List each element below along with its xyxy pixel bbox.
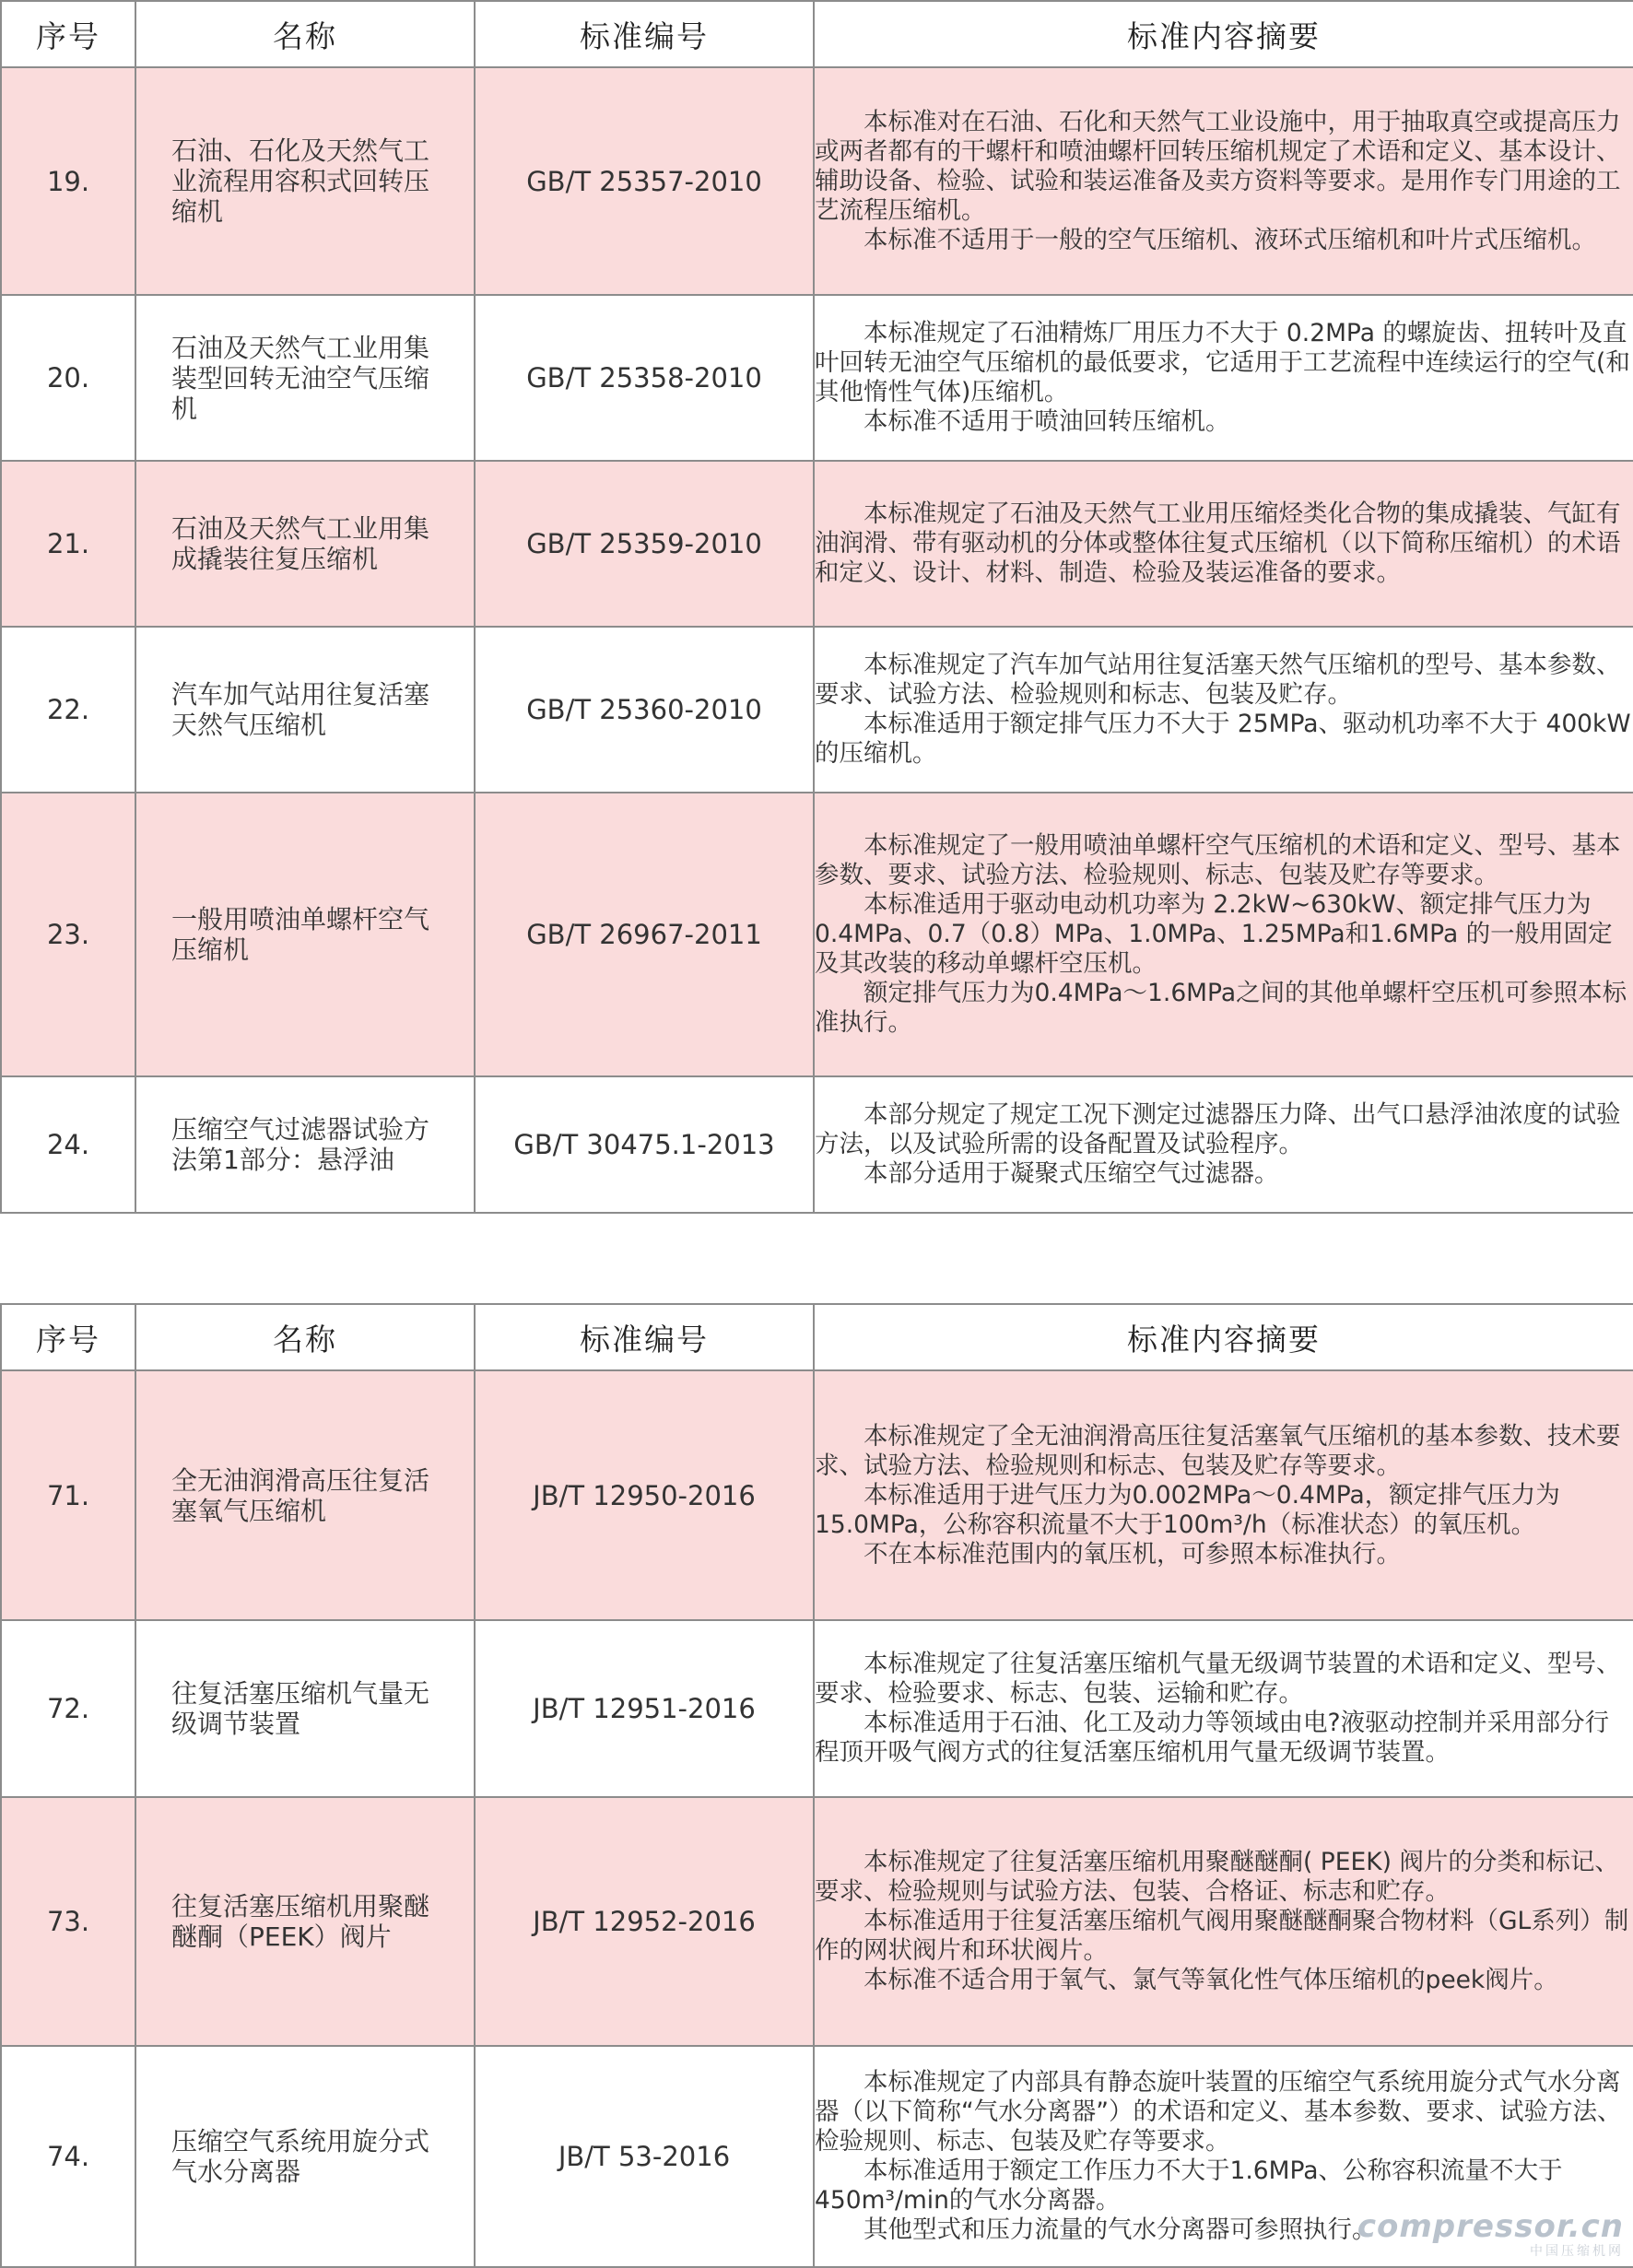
table-row xyxy=(1,793,1633,1076)
row-desc xyxy=(814,295,1633,461)
row-code: GB/T 25360-2010 xyxy=(475,627,814,793)
row-name xyxy=(135,295,475,461)
row-desc xyxy=(814,1797,1633,2046)
row-desc xyxy=(814,1620,1633,1797)
table-row xyxy=(1,627,1633,793)
desc-paragraph: 本标准不适合用于氧气、氯气等氧化性气体压缩机的peek阀片。 xyxy=(863,1966,1558,1994)
header-name: 名称 xyxy=(135,1304,475,1370)
table-row xyxy=(1,1797,1633,2046)
row-no: 73. xyxy=(1,1797,135,2046)
row-name xyxy=(135,1370,475,1620)
row-name xyxy=(135,67,475,295)
desc-paragraph: 本标准规定了一般用喷油单螺杆空气压缩机的术语和定义、型号、基本参数、要求、试验方法、检验规则、标志、包装及贮存等要求。 xyxy=(815,831,1621,889)
header-no: 序号 xyxy=(1,1304,135,1370)
desc-paragraph: 本标准规定了石油及天然气工业用压缩烃类化合物的集成撬装、气缸有油润滑、带有驱动机的分体或整体往复式压缩机（以下简称压缩机）的术语和定义、设计、材料、制造、检验及装运准备的要求。 xyxy=(815,499,1621,587)
desc-paragraph: 本部分规定了规定工况下测定过滤器压力降、出气口悬浮油浓度的试验方法，以及试验所需的设备配置及试验程序。 xyxy=(815,1100,1621,1158)
row-name xyxy=(135,793,475,1076)
row-name-text: 往复活塞压缩机气量无级调节装置 xyxy=(171,1678,430,1739)
row-code: GB/T 30475.1-2013 xyxy=(475,1076,814,1213)
table-row xyxy=(1,1076,1633,1213)
row-name-text: 石油、石化及天然气工业流程用容积式回转压缩机 xyxy=(171,135,430,227)
row-name-text: 压缩空气过滤器试验方法第1部分：悬浮油 xyxy=(171,1114,430,1175)
desc-paragraph: 本标准规定了往复活塞压缩机用聚醚醚酮( PEEK) 阀片的分类和标记、要求、检验规则与试验方法、包装、合格证、标志和贮存。 xyxy=(815,1848,1619,1906)
table-header-row xyxy=(1,1,1633,67)
desc-paragraph: 本标准适用于驱动电动机功率为 2.2kW~630kW、额定排气压力为0.4MPa、0.7（0.8）MPa、1.0MPa、1.25MPa和1.6MPa 的一般用固定及其改装的移动单螺杆空压机。 xyxy=(815,890,1613,978)
row-code: JB/T 12951-2016 xyxy=(475,1620,814,1797)
row-code: GB/T 25358-2010 xyxy=(475,295,814,461)
desc-paragraph: 本标准规定了往复活塞压缩机气量无级调节装置的术语和定义、型号、要求、检验要求、标志、包装、运输和贮存。 xyxy=(815,1650,1621,1708)
row-no: 20. xyxy=(1,295,135,461)
standards-table-2 xyxy=(0,1303,1633,2268)
row-name xyxy=(135,1620,475,1797)
row-no: 22. xyxy=(1,627,135,793)
desc-paragraph: 其他型式和压力流量的气水分离器可参照执行。 xyxy=(863,2215,1377,2244)
row-name-text: 压缩空气系统用旋分式气水分离器 xyxy=(171,2126,430,2187)
row-no: 72. xyxy=(1,1620,135,1797)
row-name-text: 石油及天然气工业用集装型回转无油空气压缩机 xyxy=(171,332,430,424)
header-no: 序号 xyxy=(1,1,135,67)
desc-paragraph: 本标准适用于额定工作压力不大于1.6MPa、公称容积流量不大于450m³/min的气水分离器。 xyxy=(815,2156,1563,2215)
row-code: JB/T 53-2016 xyxy=(475,2046,814,2267)
desc-paragraph: 本标准不适用于一般的空气压缩机、液环式压缩机和叶片式压缩机。 xyxy=(863,225,1596,254)
row-desc xyxy=(814,1370,1633,1620)
header-code: 标准编号 xyxy=(475,1,814,67)
watermark-sub-text: 中国压缩机网 xyxy=(1530,2244,1624,2259)
desc-paragraph: 本标准适用于往复活塞压缩机气阀用聚醚醚酮聚合物材料（GL系列）制作的网状阀片和环状阀片。 xyxy=(815,1907,1629,1965)
desc-paragraph: 额定排气压力为0.4MPa～1.6MPa之间的其他单螺杆空压机可参照本标准执行。 xyxy=(815,979,1627,1037)
table-row xyxy=(1,1620,1633,1797)
row-name-text: 石油及天然气工业用集成撬装往复压缩机 xyxy=(171,513,430,574)
row-code: GB/T 26967-2011 xyxy=(475,793,814,1076)
row-desc xyxy=(814,627,1633,793)
row-name-text: 全无油润滑高压往复活塞氧气压缩机 xyxy=(171,1464,430,1526)
header-code: 标准编号 xyxy=(475,1304,814,1370)
row-name-text: 往复活塞压缩机用聚醚醚酮（PEEK）阀片 xyxy=(171,1891,430,1952)
row-code: JB/T 12952-2016 xyxy=(475,1797,814,2046)
header-name: 名称 xyxy=(135,1,475,67)
row-no: 71. xyxy=(1,1370,135,1620)
table-row xyxy=(1,1370,1633,1620)
desc-paragraph: 本标准规定了内部具有静态旋叶装置的压缩空气系统用旋分式气水分离器（以下简称“气水分离器”）的术语和定义、基本参数、要求、试验方法、检验规则、标志、包装及贮存等要求。 xyxy=(815,2068,1622,2156)
row-name xyxy=(135,1797,475,2046)
row-no: 23. xyxy=(1,793,135,1076)
row-name xyxy=(135,2046,475,2267)
desc-paragraph: 本标准不适用于喷油回转压缩机。 xyxy=(863,407,1230,436)
desc-paragraph: 不在本标准范围内的氧压机，可参照本标准执行。 xyxy=(863,1539,1401,1569)
desc-paragraph: 本标准规定了石油精炼厂用压力不大于 0.2MPa 的螺旋齿、扭转叶及直叶回转无油空气压缩机的最低要求，它适用于工艺流程中连续运行的空气(和其他惰性气体)压缩机。 xyxy=(815,319,1630,406)
row-name xyxy=(135,1076,475,1213)
desc-paragraph: 本部分适用于凝聚式压缩空气过滤器。 xyxy=(863,1159,1279,1188)
header-desc: 标准内容摘要 xyxy=(814,1,1633,67)
desc-paragraph: 本标准规定了汽车加气站用往复活塞天然气压缩机的型号、基本参数、要求、试验方法、检验规则和标志、包装及贮存。 xyxy=(815,651,1621,709)
row-name-text: 一般用喷油单螺杆空气压缩机 xyxy=(171,904,430,965)
table-header-row xyxy=(1,1304,1633,1370)
row-code: GB/T 25359-2010 xyxy=(475,461,814,627)
row-desc xyxy=(814,1076,1633,1213)
desc-paragraph: 本标准适用于额定排气压力不大于 25MPa、驱动机功率不大于 400kW 的压缩机。 xyxy=(815,710,1631,768)
row-name xyxy=(135,627,475,793)
table-row xyxy=(1,67,1633,295)
row-no: 74. xyxy=(1,2046,135,2267)
site-watermark-logo xyxy=(1357,2208,1624,2260)
table-row xyxy=(1,295,1633,461)
desc-paragraph: 本标准适用于石油、化工及动力等领域由电?液驱动控制并采用部分行程顶开吸气阀方式的往复活塞压缩机用气量无级调节装置。 xyxy=(815,1709,1610,1767)
header-desc: 标准内容摘要 xyxy=(814,1304,1633,1370)
desc-paragraph: 本标准对在石油、石化和天然气工业设施中，用于抽取真空或提高压力或两者都有的干螺杆和喷油螺杆回转压缩机规定了术语和定义、基本设计、辅助设备、检验、试验和装运准备及卖方资料等要求。是用作专门用途的工艺流程压缩机。 xyxy=(815,107,1621,225)
desc-paragraph: 本标准适用于进气压力为0.002MPa～0.4MPa，额定排气压力为15.0MPa，公称容积流量不大于100m³/h（标准状态）的氧压机。 xyxy=(815,1480,1560,1539)
row-name xyxy=(135,461,475,627)
watermark-main-text: compressor.cn xyxy=(1357,2208,1624,2245)
row-no: 24. xyxy=(1,1076,135,1213)
row-desc xyxy=(814,461,1633,627)
row-desc xyxy=(814,793,1633,1076)
row-no: 19. xyxy=(1,67,135,295)
row-name-text: 汽车加气站用往复活塞天然气压缩机 xyxy=(171,679,430,740)
desc-paragraph: 本标准规定了全无油润滑高压往复活塞氧气压缩机的基本参数、技术要求、试验方法、检验规则和标志、包装及贮存等要求。 xyxy=(815,1421,1621,1480)
row-code: JB/T 12950-2016 xyxy=(475,1370,814,1620)
row-desc xyxy=(814,67,1633,295)
row-no: 21. xyxy=(1,461,135,627)
row-code: GB/T 25357-2010 xyxy=(475,67,814,295)
table-row xyxy=(1,461,1633,627)
